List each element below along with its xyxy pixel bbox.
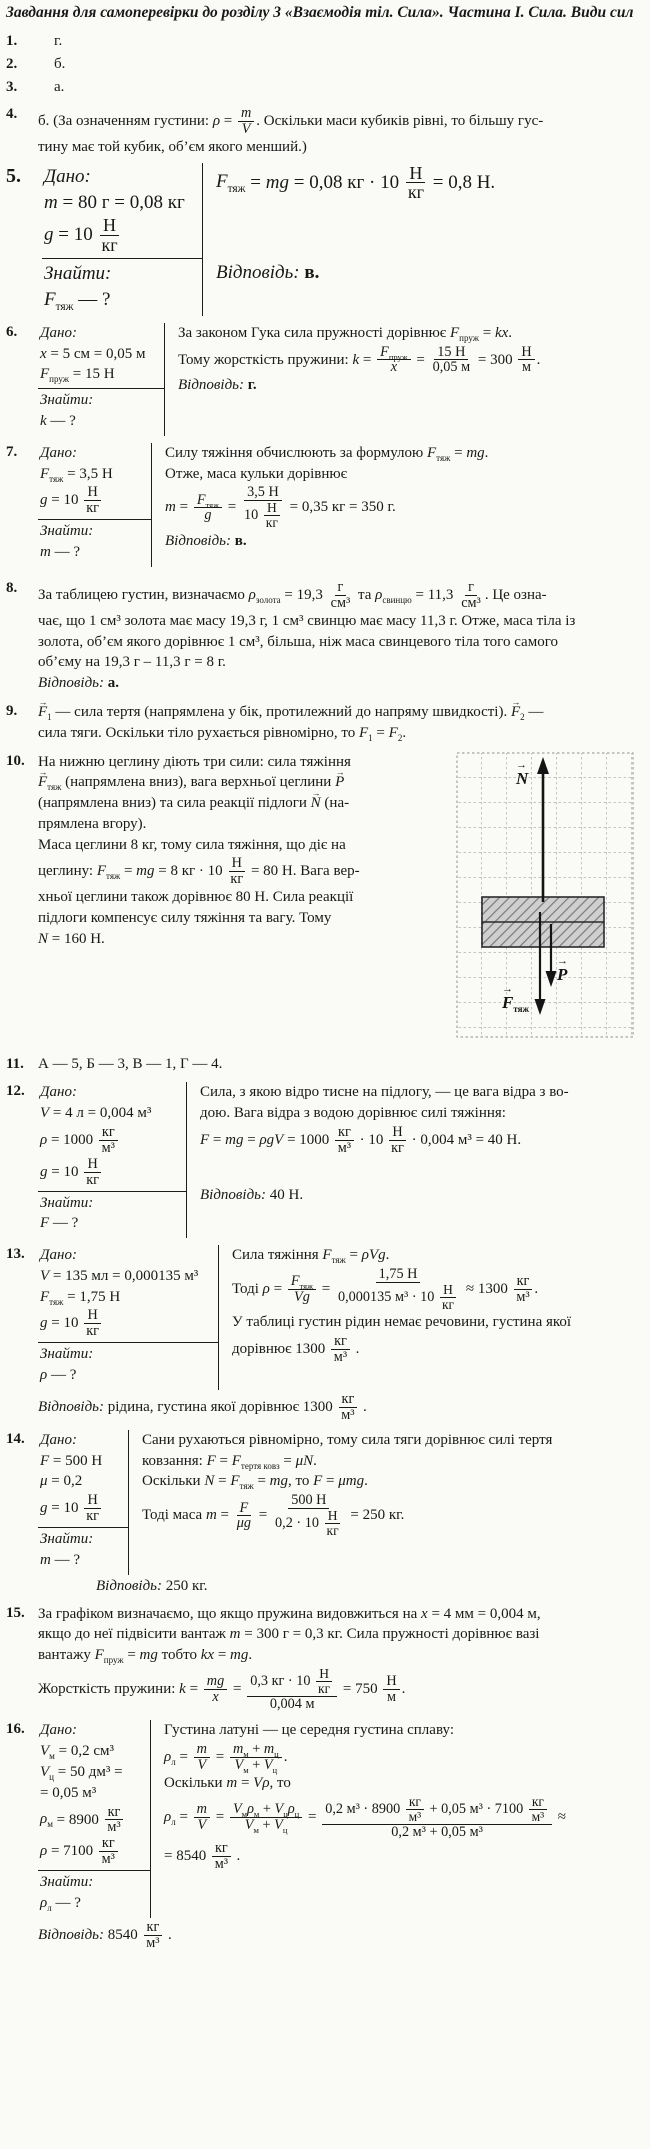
item-answer: г. bbox=[54, 33, 63, 50]
item-number: 1. bbox=[6, 33, 18, 50]
problem-12 bbox=[6, 1082, 644, 1238]
answer-item-3 bbox=[6, 78, 644, 98]
text-line: Знайти: bbox=[40, 1531, 94, 1548]
text-line: Дано: bbox=[40, 1084, 77, 1101]
vector-arrow: → bbox=[502, 982, 513, 995]
text-line: чає, що 1 см³ золота має масу 19,3 г, 1 см³ свинцю має масу 11,3 г. Отже, маса тіла із bbox=[38, 612, 576, 629]
text-line: $F_{тяж}$ — ? bbox=[44, 288, 111, 313]
text-line: Знайти: bbox=[44, 262, 112, 284]
answer-line: Відповідь: 40 Н. bbox=[200, 1186, 304, 1203]
problem-text bbox=[38, 579, 644, 695]
text-line: дорівнює 1300 $\frac{кг}{\text{м³}}$ . bbox=[232, 1333, 360, 1365]
text-line: V = 4 л = 0,004 м³ bbox=[40, 1104, 152, 1121]
text-line: Отже, маса кульки дорівнює bbox=[165, 465, 348, 482]
text-line: На нижню цеглину діють три сили: сила тяжіння bbox=[38, 753, 351, 770]
text-line: Сила тяжіння $F_{тяж} = \rho Vg$. bbox=[232, 1247, 390, 1266]
given-block bbox=[38, 323, 165, 436]
solution-lines bbox=[200, 1083, 644, 1156]
given-block bbox=[38, 1245, 219, 1390]
given-separator bbox=[38, 1342, 218, 1343]
text-line: Тоді ρ = $\frac{F_{тяж}}{Vg}$ = 1,75 Н 0,000135 м³ · 10 $\frac{Н}{кг}$ ≈ 1300 $\frac{кг}{\text{м³}}$ . bbox=[232, 1265, 539, 1313]
answer-item-4 bbox=[6, 105, 644, 159]
find-lines bbox=[40, 1530, 122, 1571]
item-number: 4. bbox=[6, 105, 18, 122]
text-line: Маса цеглини 8 кг, тому сила тяжіння, що діє на bbox=[38, 836, 346, 853]
text-line: = 8540 $\frac{кг}{\text{м³}}$ . bbox=[164, 1840, 241, 1873]
given-lines bbox=[40, 1721, 144, 1867]
text-line: За графіком визначаємо, що якщо пружина видовжиться на x = 4 мм = 0,004 м, bbox=[38, 1605, 541, 1622]
problem-number: 13. bbox=[6, 1246, 25, 1263]
answer-line: Відповідь: в. bbox=[216, 262, 320, 284]
given-separator bbox=[38, 1527, 128, 1528]
problem-text: А — 5, Б — 3, В — 1, Г — 4. bbox=[38, 1056, 223, 1073]
answer-line: Відповідь: рідина, густина якої дорівнює 1300 $\frac{кг}{\text{м³}}$ . bbox=[38, 1390, 367, 1423]
solution-lines bbox=[142, 1431, 644, 1539]
normal-force-label: N bbox=[516, 768, 529, 788]
solution-lines bbox=[232, 1246, 644, 1365]
text-line: ρ = 1000 $\frac{кг}{\text{м³}}$ bbox=[40, 1125, 180, 1156]
find-lines bbox=[44, 261, 196, 312]
grid bbox=[457, 753, 633, 1037]
text-line: Відповідь: а. bbox=[38, 675, 120, 692]
given-lines bbox=[40, 1246, 212, 1339]
problem-14 bbox=[6, 1430, 644, 1597]
text-line: Тоді маса m = $\frac{F}{\mu g}$ = 500 Н 0,2 · 10 $\frac{Н}{кг}$ = 250 кг. bbox=[142, 1492, 405, 1539]
problem-text bbox=[38, 752, 446, 1049]
problem-number: 10. bbox=[6, 752, 25, 769]
text-line: $F_{пруж} = 15$ Н bbox=[40, 366, 115, 385]
solution-block bbox=[219, 1245, 644, 1390]
answer-item-1 bbox=[6, 32, 644, 52]
problem-number: 9. bbox=[6, 702, 18, 719]
problem-13 bbox=[6, 1245, 644, 1423]
text-line: g = 10 $\frac{Н}{кг}$ bbox=[40, 1492, 99, 1525]
solution-block bbox=[187, 1082, 644, 1238]
solution-block bbox=[152, 443, 644, 567]
text-line: За таблицею густин, визначаємо $\rho_{золота} = 19,3$ $\frac{г}{\text{см³}}$ та $\rho_{свинцю} = 11,3$ $\frac{г}{\text{см³}}$ . Це озна- bbox=[38, 578, 547, 611]
text-line: За законом Гука сила пружності дорівнює $F_{пруж}$ = kx. bbox=[178, 324, 513, 343]
forces-figure bbox=[456, 752, 644, 1049]
text-line: m — ? bbox=[40, 1551, 81, 1568]
given-separator bbox=[38, 519, 151, 520]
text-line: Жорсткість пружини: k = $\frac{mg}{x}$ = 0,3 кг · 10 $\frac{Н}{кг}$ 0,004 м = 750 $\frac{Н}{м}$ . bbox=[38, 1665, 406, 1713]
given-separator bbox=[38, 388, 164, 389]
given-lines bbox=[40, 1083, 180, 1187]
text-line: тину має той кубик, об’єм якого менший.) bbox=[38, 138, 307, 155]
problem-number: 7. bbox=[6, 443, 18, 460]
text-line: F = mg = ρgV = 1000 $\frac{кг}{\text{м³}}$ · 10 $\frac{Н}{кг}$ · 0,004 м³ = 40 Н. bbox=[200, 1123, 522, 1156]
page-title: Завдання для самоперевірки до розділу 3 «Взаємодія тіл. Сила». Частина І. Сила. Види сил bbox=[6, 4, 634, 21]
text-line: Тому жорсткість пружини: k = $\frac{F_{пруж}}{x}$ = $\frac{15 Н}{0,05 м}$ = 300 $\frac{Н}{м}$ . bbox=[178, 343, 541, 376]
text-line: N = 160 Н. bbox=[38, 930, 105, 947]
gravity-force-label: $F_{тяж}$ bbox=[502, 992, 530, 1014]
text-line: $\rho_м = 8900$ $\frac{кг}{\text{м³}}$ bbox=[40, 1805, 144, 1836]
vector-arrow: → bbox=[516, 758, 527, 771]
text-line: хньої цеглини також дорівнює 80 Н. Сила реакції bbox=[38, 889, 354, 906]
text-line: g = 10 $\frac{Н}{кг}$ bbox=[40, 1307, 99, 1340]
text-line: $\rho_л$ = $\frac{m}{V}$ = $\frac{m_м + m_ц}{V_м + V_ц}$ . bbox=[164, 1741, 288, 1775]
text-line: m = $\frac{F_{тяж}}{g}$ = 3,5 Н 10 $\frac{Н}{кг}$ = 0,35 кг = 350 г. bbox=[165, 484, 396, 531]
problem-6 bbox=[6, 323, 644, 436]
text-line: ρ — ? bbox=[40, 1367, 77, 1384]
text-line: F — ? bbox=[40, 1215, 79, 1232]
problem-number: 6. bbox=[6, 323, 18, 340]
given-lines bbox=[44, 164, 196, 255]
problem-number: 11. bbox=[6, 1056, 24, 1073]
item-number: 3. bbox=[6, 79, 18, 96]
text-line: Сани рухаються рівномірно, тому сила тяги дорівнює силі тертя bbox=[142, 1431, 553, 1448]
vector-arrow: → bbox=[557, 954, 568, 967]
given-lines bbox=[40, 444, 145, 517]
text-line: Відповідь: г. bbox=[178, 377, 257, 394]
text-line: m = 80 г = 0,08 кг bbox=[44, 191, 185, 213]
text-line: об’єму на 19,3 г – 11,3 г = 8 г. bbox=[38, 654, 226, 671]
text-line: ρ = 7100 $\frac{кг}{\text{м³}}$ bbox=[40, 1836, 144, 1867]
text-line: цеглину: $F_{тяж}$ = mg = 8 кг · 10 $\frac{Н}{кг}$ = 80 Н. Вага вер- bbox=[38, 855, 360, 888]
text-line: $V_м = 0,2$ см³ bbox=[40, 1743, 114, 1762]
text-line: Силу тяжіння обчислюють за формулою $F_{тяж}$ = mg. bbox=[165, 444, 489, 463]
answer-line: Відповідь: 8540 $\frac{кг}{\text{м³}}$ . bbox=[38, 1918, 172, 1951]
problem-number: 16. bbox=[6, 1721, 25, 1738]
text-line: Знайти: bbox=[40, 1874, 94, 1891]
text-line: g = 10 $\frac{Н}{кг}$ bbox=[40, 484, 99, 517]
text-line: Дано: bbox=[40, 1431, 77, 1448]
text-line: $V_ц = 50$ дм³ = bbox=[40, 1763, 123, 1782]
problem-5 bbox=[6, 163, 644, 316]
text-line: $F_{тяж} = 3,5$ Н bbox=[40, 465, 113, 484]
problem-number: 12. bbox=[6, 1083, 25, 1100]
text-line: Дано: bbox=[40, 1722, 77, 1739]
text-line: g = 10 $\frac{Н}{кг}$ bbox=[44, 214, 118, 255]
text-line: Знайти: bbox=[40, 523, 94, 540]
solution-block bbox=[203, 163, 644, 316]
problem-8 bbox=[6, 579, 644, 695]
solution-lines bbox=[178, 324, 644, 397]
problem-10 bbox=[6, 752, 644, 1049]
forces-diagram bbox=[456, 752, 638, 1042]
solution-block bbox=[129, 1430, 644, 1575]
solution-block bbox=[151, 1720, 644, 1918]
item-answer: б. bbox=[54, 56, 66, 73]
text-line: вантажу $F_{пруж}$ = mg тобто kx = mg. bbox=[38, 1647, 253, 1666]
text-line: Відповідь: в. bbox=[165, 532, 247, 549]
given-lines bbox=[40, 324, 158, 385]
problem-16 bbox=[6, 1720, 644, 1951]
text-line: Густина латуні — це середня густина сплаву: bbox=[164, 1722, 454, 1739]
solution-lines bbox=[165, 444, 644, 552]
text-line: Дано: bbox=[44, 165, 91, 187]
text-line: $F \to_{тяж}$ (напрямлена вниз), вага верхньої цеглини P → bbox=[38, 773, 446, 793]
text-line: μ = 0,2 bbox=[40, 1473, 83, 1490]
text-line: Знайти: bbox=[40, 1194, 94, 1211]
text-line: $F_{тяж}$ = mg = 0,08 кг · 10 $\frac{Н}{кг}$ = 0,8 Н. bbox=[216, 162, 496, 203]
problem-number: 15. bbox=[6, 1604, 25, 1621]
text-line: Знайти: bbox=[40, 392, 94, 409]
given-block bbox=[42, 163, 203, 316]
problem-number: 5. bbox=[6, 164, 21, 187]
text-line: (напрямлена вниз) та сила реакції підлоги N → (на- bbox=[38, 794, 446, 814]
text-line: g = 10 $\frac{Н}{кг}$ bbox=[40, 1155, 99, 1188]
solution-lines bbox=[164, 1721, 644, 1872]
problem-number: 8. bbox=[6, 579, 18, 596]
text-line: V = 135 мл = 0,000135 м³ bbox=[40, 1267, 199, 1284]
problem-7 bbox=[6, 443, 644, 567]
text-line: Сила, з якою відро тисне на підлогу, — це вага відра з во- bbox=[200, 1084, 569, 1101]
text-line: Оскільки $N = F_{тяж}$ = mg, то F = μmg. bbox=[142, 1473, 368, 1492]
text-line: $F_{тяж} = 1,75$ Н bbox=[40, 1288, 121, 1307]
text-line: ковзання: $F = F_{тертя ковз} = \mu N$. bbox=[142, 1452, 317, 1471]
find-lines bbox=[40, 522, 145, 563]
solution-lines bbox=[216, 164, 644, 203]
given-separator bbox=[38, 1870, 150, 1871]
given-separator bbox=[42, 258, 202, 259]
solution-block bbox=[165, 323, 644, 436]
problem-15 bbox=[6, 1604, 644, 1714]
weight-force-label: P bbox=[557, 964, 568, 984]
item-answer: а. bbox=[54, 79, 65, 96]
text-line: б. (За означенням густини: ρ = $\frac{m}{V}$ . Оскільки маси кубиків рівні, то більшу гус- bbox=[38, 104, 544, 137]
text-line: Дано: bbox=[40, 444, 77, 461]
text-line: $\rho_л$ = $\frac{m}{V}$ = $\frac{V_м\rho_м + V_ц\rho_ц}{V_м + V_ц}$ = 0,2 м³ · 8900 $\frac{кг}{\text{м³}}$ + 0,05 м³ · 7100 $\frac{кг}{\text{м³}}$ 0,2 м³ + 0,05 м³ ≈ bbox=[164, 1793, 566, 1841]
problem-9 bbox=[6, 702, 644, 745]
item-text bbox=[38, 105, 644, 159]
given-separator bbox=[38, 1191, 186, 1192]
text-line: прямлена вгору). bbox=[38, 815, 147, 832]
given-block bbox=[38, 1720, 151, 1918]
text-line: = 0,05 м³ bbox=[40, 1784, 97, 1801]
text-line: x = 5 см = 0,05 м bbox=[40, 345, 146, 362]
text-line: m — ? bbox=[40, 544, 81, 561]
given-block bbox=[38, 443, 152, 567]
text-line: дою. Вага відра з водою дорівнює силі тяжіння: bbox=[200, 1104, 506, 1121]
answer-item-2 bbox=[6, 55, 644, 75]
problem-number: 14. bbox=[6, 1430, 25, 1447]
find-lines bbox=[40, 391, 158, 432]
item-number: 2. bbox=[6, 56, 18, 73]
text-line: підлоги компенсує силу тяжіння та вагу. Тому bbox=[38, 910, 332, 927]
problem-text bbox=[38, 1604, 644, 1714]
find-lines bbox=[40, 1873, 144, 1914]
text-line: k — ? bbox=[40, 412, 76, 429]
text-line: F = 500 Н bbox=[40, 1452, 103, 1469]
given-lines bbox=[40, 1431, 122, 1524]
text-line: Дано: bbox=[40, 324, 77, 341]
text-line: $\rho_л$ — ? bbox=[40, 1895, 81, 1914]
answer-line: Відповідь: 250 кг. bbox=[96, 1577, 208, 1594]
find-lines bbox=[40, 1194, 180, 1235]
text-line: У таблиці густин рідин немає речовини, густина якої bbox=[232, 1314, 572, 1331]
text-line: Дано: bbox=[40, 1247, 77, 1264]
problem-text bbox=[38, 702, 644, 745]
problem-11 bbox=[6, 1055, 644, 1075]
text-line: $F \to_1$ — сила тертя (напрямлена у бік, протилежний до напряму швидкості). $F \to_2$ — bbox=[38, 703, 644, 723]
text-line: якщо до неї підвісити вантаж m = 300 г = 0,3 кг. Сила пружності дорівнює вазі bbox=[38, 1626, 540, 1643]
given-block bbox=[38, 1082, 187, 1238]
text-line: сила тяги. Оскільки тіло рухається рівномірно, то $F_1 = F_2$. bbox=[38, 724, 407, 743]
text-line: золота, об’єм якого дорівнює 1 см³, більша, ніж маса свинцевого тіла того самого bbox=[38, 633, 558, 650]
given-block bbox=[38, 1430, 129, 1575]
text-line: Знайти: bbox=[40, 1346, 94, 1363]
find-lines bbox=[40, 1345, 212, 1386]
text-line: Оскільки m = Vρ, то bbox=[164, 1775, 291, 1792]
